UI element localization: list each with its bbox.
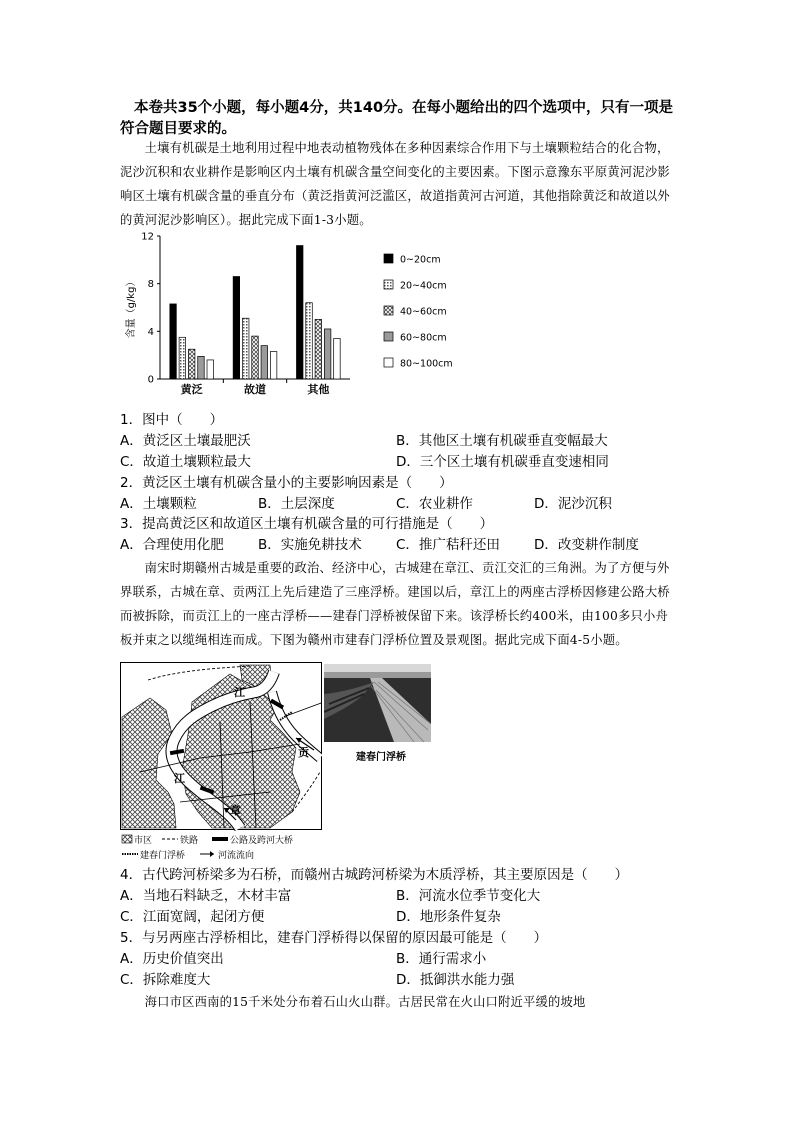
q3-option-c[interactable]: C．推广秸秆还田 — [396, 537, 500, 553]
bar-0-2 — [188, 349, 195, 379]
ganzhou-map — [120, 662, 322, 862]
bar-1-2 — [252, 336, 259, 379]
map-label-gong: 贡 — [298, 746, 309, 759]
q1-option-b[interactable]: B．其他区土壤有机碳垂直变幅最大 — [396, 433, 608, 449]
legend-swatch-3 — [384, 332, 393, 341]
bar-1-1 — [242, 318, 249, 379]
legend-rail-label: 铁路 — [180, 836, 199, 846]
passage-soil-carbon: 土壤有机碳是土地利用过程中地表动植物残体在多种因素综合作用下与土壤颗粒结合的化合物，泥沙沉积和农业耕作是影响区内土壤有机碳含量空间变化的主要因素。下图示意豫东平原黄河泥沙影响区土壤有机碳含量的垂直分布（黄泛指黄河泛滥区，故道指黄河古河道，其他指除黄泛和故道以外的黄河泥沙影响区）。据此完成下面1-3小题。 — [120, 141, 670, 227]
passage-haikou-volcano: 海口市区西南的15千米处分布着石山火山群。古居民常在火山口附近平缓的坡地 — [144, 995, 586, 1009]
legend-label-3: 60~80cm — [400, 332, 447, 344]
bar-0-4 — [207, 360, 214, 379]
pontoon-bridge-photo — [324, 664, 431, 742]
legend-label-1: 20~40cm — [400, 280, 447, 292]
y-tick-label: 12 — [141, 231, 154, 243]
legend-label-0: 0~20cm — [400, 254, 441, 266]
q2-option-a[interactable]: A．土壤颗粒 — [120, 496, 197, 512]
legend-label-4: 80~100cm — [400, 358, 453, 370]
y-tick-label: 4 — [147, 326, 154, 338]
q4-option-c[interactable]: C．江面宽阔，起闭方便 — [120, 909, 265, 925]
bar-0-1 — [179, 337, 186, 379]
q2-option-d[interactable]: D．泥沙沉积 — [534, 496, 612, 512]
bar-0-3 — [198, 356, 205, 379]
legend-pontoon-label: 建春门浮桥 — [140, 851, 186, 861]
bar-1-4 — [270, 352, 277, 379]
q2-option-b[interactable]: B．土层深度 — [258, 496, 335, 512]
x-category-label: 黄泛 — [180, 383, 203, 396]
bar-2-0 — [296, 246, 303, 379]
bar-2-2 — [315, 319, 322, 379]
passage-ganzhou-bridges: 南宋时期赣州古城是重要的政治、经济中心，古城建在章江、贡江交汇的三角洲。为了方便与外界联系，古城在章、贡两江上先后建造了三座浮桥。建国以后，章江上的两座古浮桥因修建公路大桥而被拆除，而贡江上的一座古浮桥——建春门浮桥被保留下来。该浮桥长约400米，由100多只小舟板并束之以缆绳相连而成。下图为赣州市建春门浮桥位置及景观图。据此完成下面4-5小题。 — [120, 561, 670, 647]
legend-swatch-2 — [384, 306, 393, 315]
legend-label-2: 40~60cm — [400, 306, 447, 318]
map-label-zhang: 章 — [230, 804, 241, 817]
legend-swatch-1 — [384, 280, 393, 289]
q3-option-a[interactable]: A．合理使用化肥 — [120, 537, 224, 553]
pontoon-bridge-photo-art — [324, 664, 431, 742]
map-label-jiang-top: 江 — [234, 686, 245, 699]
legend-city-label: 市区 — [134, 836, 153, 846]
q2-option-c[interactable]: C．农业耕作 — [396, 496, 473, 512]
question-2-stem: 2．黄泛区土壤有机碳含量小的主要影响因素是（ ） — [120, 475, 453, 491]
y-tick-label: 0 — [147, 374, 154, 386]
q1-option-a[interactable]: A．黄泛区土壤最肥沃 — [120, 433, 251, 449]
legend-flow-arrowhead — [210, 851, 214, 857]
bar-2-4 — [334, 338, 341, 379]
question-3-stem: 3．提高黄泛区和故道区土壤有机碳含量的可行措施是（ ） — [120, 516, 494, 532]
legend-bridge-swatch — [212, 837, 228, 841]
x-category-label: 故道 — [244, 383, 266, 396]
q4-option-a[interactable]: A．当地石料缺乏，木材丰富 — [120, 888, 292, 904]
q1-option-c[interactable]: C．故道土壤颗粒最大 — [120, 454, 251, 470]
q5-option-b[interactable]: B．通行需求小 — [396, 951, 487, 967]
q5-option-c[interactable]: C．拆除难度大 — [120, 972, 211, 988]
legend-swatch-4 — [384, 358, 393, 367]
section-instructions: 本卷共35个小题，每小题4分，共140分。在每小题给出的四个选项中，只有一项是符合题目要求的。 — [120, 100, 674, 137]
q5-option-a[interactable]: A．历史价值突出 — [120, 951, 224, 967]
soil-carbon-bar-chart — [120, 228, 480, 400]
bar-2-1 — [306, 303, 313, 379]
q5-option-d[interactable]: D．抵御洪水能力强 — [396, 972, 515, 988]
question-4-stem: 4．古代跨河桥梁多为石桥，而赣州古城跨河桥梁为木质浮桥，其主要原因是（ ） — [120, 867, 629, 883]
legend-bridge-label: 公路及跨河大桥 — [230, 836, 294, 846]
legend-city-swatch — [122, 835, 132, 843]
q4-option-d[interactable]: D．地形条件复杂 — [396, 909, 501, 925]
map-label-jiang-left: 江 — [174, 772, 185, 785]
x-category-label: 其他 — [307, 383, 330, 396]
y-axis-label: 含量（g/kg） — [126, 276, 137, 339]
q3-option-b[interactable]: B．实施免耕技术 — [258, 537, 362, 553]
bar-0-0 — [170, 304, 177, 379]
question-5-stem: 5．与另两座古浮桥相比，建春门浮桥得以保留的原因最可能是（ ） — [120, 930, 548, 946]
legend-swatch-0 — [384, 254, 393, 263]
bar-1-0 — [233, 277, 240, 379]
q1-option-d[interactable]: D．三个区土壤有机碳垂直变速相同 — [396, 454, 609, 470]
bar-2-3 — [324, 329, 331, 379]
question-1-stem: 1．图中（ ） — [120, 412, 224, 428]
y-tick-label: 8 — [147, 279, 154, 291]
q3-option-d[interactable]: D．改变耕作制度 — [534, 537, 639, 553]
photo-caption: 建春门浮桥 — [356, 752, 406, 763]
legend-flow-label: 河流流向 — [218, 851, 255, 861]
bar-1-3 — [261, 346, 268, 379]
q4-option-b[interactable]: B．河流水位季节变化大 — [396, 888, 541, 904]
